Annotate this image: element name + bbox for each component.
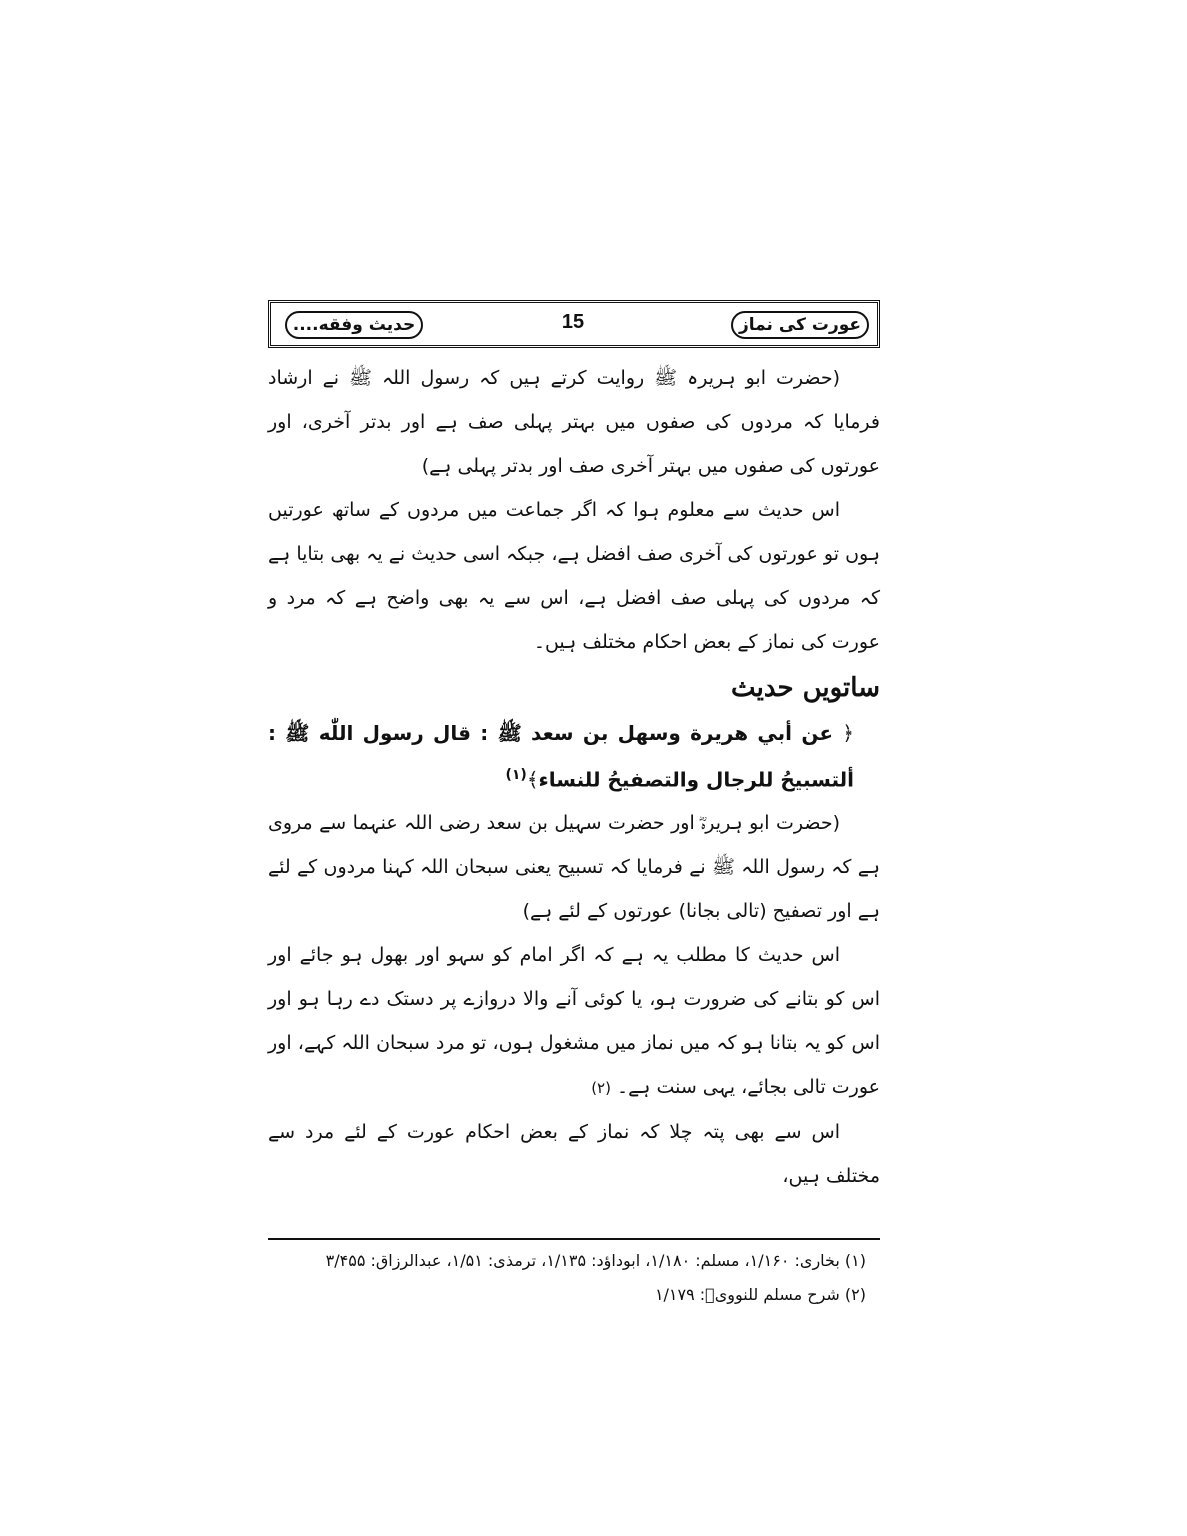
footnote-2: (۲) شرح مسلم للنوویؒ: ۱/۱۷۹: [654, 1285, 866, 1304]
chapter-title-label: حدیث وفقه....: [285, 311, 423, 339]
book-page: [268, 300, 882, 1340]
hadith-translation-paragraph-2: (حضرت ابو ہریرہؓ اور حضرت سہیل بن سعد رضی اللہ عنہما سے مروی ہے کہ رسول اللہ ﷺ نے فرمایا کہ تسبیح یعنی سبحان اللہ کہنا مردوں کے لئے ہے اور تصفیح (تالی بجانا) عورتوں کے لئے ہے): [268, 811, 880, 922]
book-title-label: عورت کی نماز: [731, 311, 869, 339]
explanation-text: اس حدیث کا مطلب یہ ہے کہ اگر امام کو سہو اور بھول ہو جائے اور اس کو بتانے کی ضرورت ہو، یا کوئی آنے والا دروازے پر دستک دے رہا ہو اور اس کو یہ بتانا ہو کہ میں نماز میں مشغول ہوں، تو مرد سبحان اللہ کہے، اور عورت تالی بجائے، یہی سنت ہے۔: [268, 943, 880, 1098]
footnotes: [268, 1244, 880, 1312]
footnote-divider: [268, 1238, 880, 1240]
arabic-hadith-text: عن أبي هريرة وسهل بن سعد ﷺ : قال رسول اللّٰه ﷺ : ألتسبيحُ للرجال والتصفيحُ للنساء: [268, 721, 854, 792]
ornate-bracket-open: ﴿: [842, 721, 854, 745]
explanation-paragraph-2: [268, 933, 880, 1110]
conclusion-paragraph: اس سے بھی پتہ چلا کہ نماز کے بعض احکام عورت کے لئے مرد سے مختلف ہیں،: [268, 1120, 880, 1187]
footnote-1: (۱) بخاری: ۱/۱۶۰، مسلم: ۱/۱۸۰، ابوداؤد: ۱/۱۳۵، ترمذی: ۱/۵۱، عبدالرزاق: ۳/۴۵۵: [325, 1251, 866, 1270]
footnote-ref-2: (۲): [591, 1078, 611, 1097]
main-text: [268, 356, 880, 1198]
ornate-bracket-close: ﴾: [526, 767, 539, 792]
page-header: [268, 300, 880, 348]
section-heading: ساتویں حدیث: [731, 673, 880, 703]
hadith-translation-paragraph: (حضرت ابو ہریرہ ﷺ روایت کرتے ہیں کہ رسول اللہ ﷺ نے ارشاد فرمایا کہ مردوں کی صفوں میں بہتر پہلی صف ہے اور بدتر آخری، اور عورتوں کی صفوں میں بہتر آخری صف اور بدتر پہلی ہے): [268, 367, 880, 477]
explanation-paragraph: اس حدیث سے معلوم ہوا کہ اگر جماعت میں مردوں کے ساتھ عورتیں ہوں تو عورتوں کی آخری صف افضل ہے، جبکہ اسی حدیث نے یہ بھی بتایا ہے کہ مردوں کی پہلی صف افضل ہے، اس سے یہ بھی واضح ہے کہ مرد و عورت کی نماز کے بعض احکام مختلف ہیں۔: [268, 499, 880, 653]
footnote-ref-1: (۱): [505, 767, 527, 783]
arabic-hadith: [268, 712, 880, 801]
page-number: 15: [561, 311, 585, 333]
